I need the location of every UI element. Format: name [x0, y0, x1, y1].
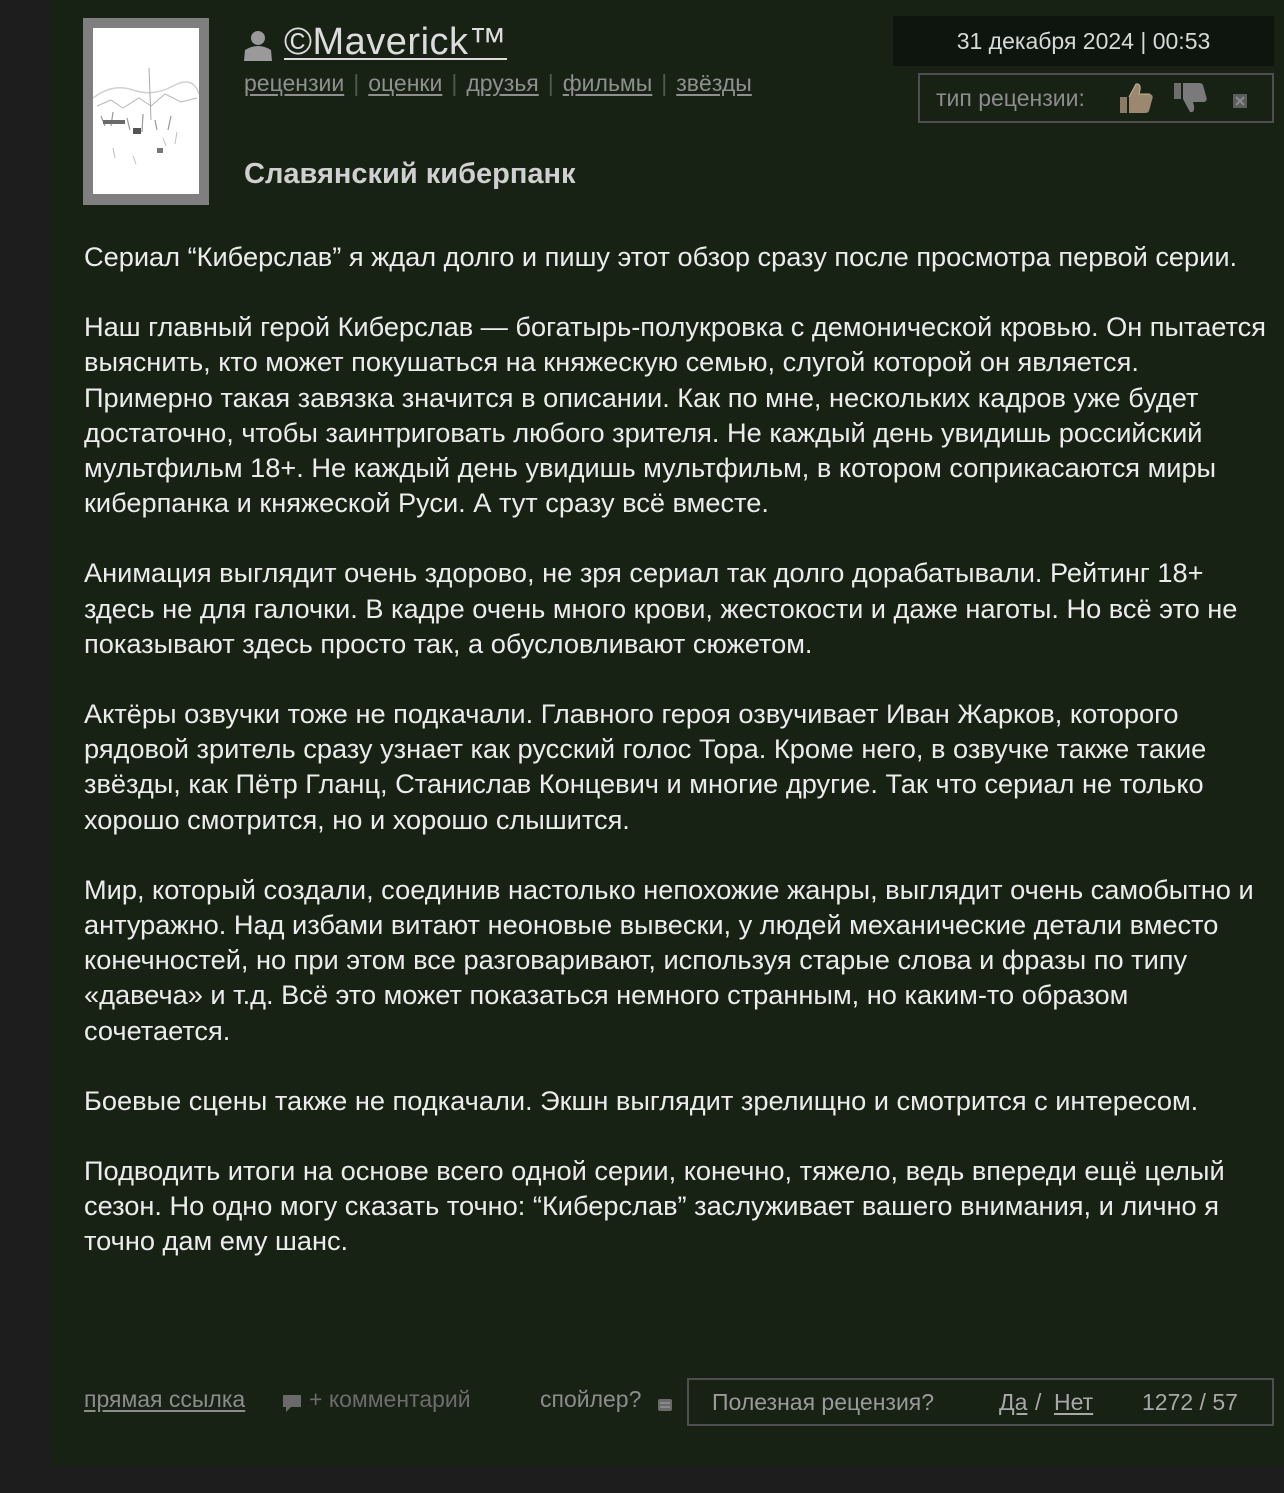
- useful-review-label: Полезная рецензия?: [712, 1389, 935, 1415]
- review-date: 31 декабря 2024 | 00:53: [893, 16, 1274, 66]
- spoiler-label[interactable]: спойлер?: [540, 1386, 642, 1412]
- useful-review-box: [687, 1378, 1274, 1426]
- spoiler-icon[interactable]: [656, 1396, 674, 1414]
- avatar-image: [93, 28, 199, 194]
- vote-no-link[interactable]: Нет: [1054, 1389, 1094, 1415]
- author-avatar[interactable]: [83, 18, 209, 205]
- nav-separator: |: [353, 70, 360, 96]
- permalink-link[interactable]: прямая ссылка: [84, 1386, 246, 1412]
- nav-separator: |: [661, 70, 668, 96]
- vote-separator: /: [1035, 1389, 1042, 1415]
- review-footer: [0, 1378, 1284, 1428]
- avatar-sketch-icon: [93, 28, 199, 194]
- comment-icon[interactable]: [281, 1392, 303, 1414]
- review-type-label: тип рецензии:: [936, 85, 1085, 111]
- user-silhouette-icon: [241, 28, 275, 64]
- nav-link-reviews[interactable]: рецензии: [244, 70, 345, 96]
- review-paragraph: Подводить итоги на основе всего одной серии, конечно, тяжело, ведь впереди ещё целый сезон. Но одно могу сказать точно: “Киберслав” заслуживает вашего внимания, и лично я точно дам ему шанс.: [84, 1155, 1225, 1257]
- author-nav: [244, 68, 752, 98]
- nav-separator: |: [547, 70, 554, 96]
- author-name-link[interactable]: ©Maverick™: [284, 21, 508, 63]
- review-paragraph: Наш главный герой Киберслав — богатырь-полукровка с демонической кровью. Он пытается выяснить, кто может покушаться на княжескую семью, слугой которой он является. Примерно такая завязка значится в описании. Как по мне, нескольких кадров уже будет достаточно, чтобы заинтриговать любого зрителя. Не каждый день увидишь российский мультфильм 18+. Не каждый день увидишь мультфильм, в котором соприкасаются миры киберпанка и княжеской Руси. А тут сразу всё вместе.: [84, 311, 1266, 519]
- thumb-up-icon[interactable]: [1117, 81, 1155, 115]
- review-type-box: [918, 73, 1274, 123]
- vote-yes-link[interactable]: Да: [999, 1389, 1028, 1415]
- review-title: Славянский киберпанк: [244, 158, 576, 190]
- review-paragraph: Боевые сцены также не подкачали. Экшн выглядит зрелищно и смотрится с интересом.: [84, 1084, 1199, 1116]
- nav-link-friends[interactable]: друзья: [466, 70, 539, 96]
- review-body: [84, 239, 1274, 1294]
- review-paragraph: Анимация выглядит очень здорово, не зря сериал так долго дорабатывали. Рейтинг 18+ здесь не для галочки. В кадре очень много крови, жестокости и даже наготы. Но всё это не показывают здесь просто так, а обусловливают сюжетом.: [84, 557, 1238, 659]
- nav-link-ratings[interactable]: оценки: [368, 70, 443, 96]
- nav-link-stars[interactable]: звёзды: [676, 70, 752, 96]
- neutral-icon[interactable]: [1232, 93, 1248, 109]
- nav-separator: |: [451, 70, 458, 96]
- add-comment-link[interactable]: + комментарий: [309, 1386, 471, 1412]
- review-paragraph: Сериал “Киберслав” я ждал долго и пишу этот обзор сразу после просмотра первой серии.: [84, 241, 1238, 272]
- nav-link-films[interactable]: фильмы: [562, 70, 653, 96]
- review-paragraph: Актёры озвучки тоже не подкачали. Главного героя озвучивает Иван Жарков, которого рядовой зритель сразу узнает как русский голос Тора. Кроме него, в озвучке также такие звёзды, как Пётр Гланц, Станислав Концевич и многие другие. Так что сериал не только хорошо смотрится, но и хорошо слышится.: [84, 698, 1207, 835]
- thumb-down-icon[interactable]: [1171, 81, 1209, 115]
- review-paragraph: Мир, который создали, соединив настолько непохожие жанры, выглядит очень самобытно и антуражно. Над избами витают неоновые вывески, у людей механические детали вместо конечностей, но при этом все разговаривают, используя старые слова и фразы по типу «давеча» и т.д. Всё это может показаться немного странным, но каким-то образом сочетается.: [84, 873, 1254, 1046]
- vote-counts: 1272 / 57: [1142, 1389, 1238, 1415]
